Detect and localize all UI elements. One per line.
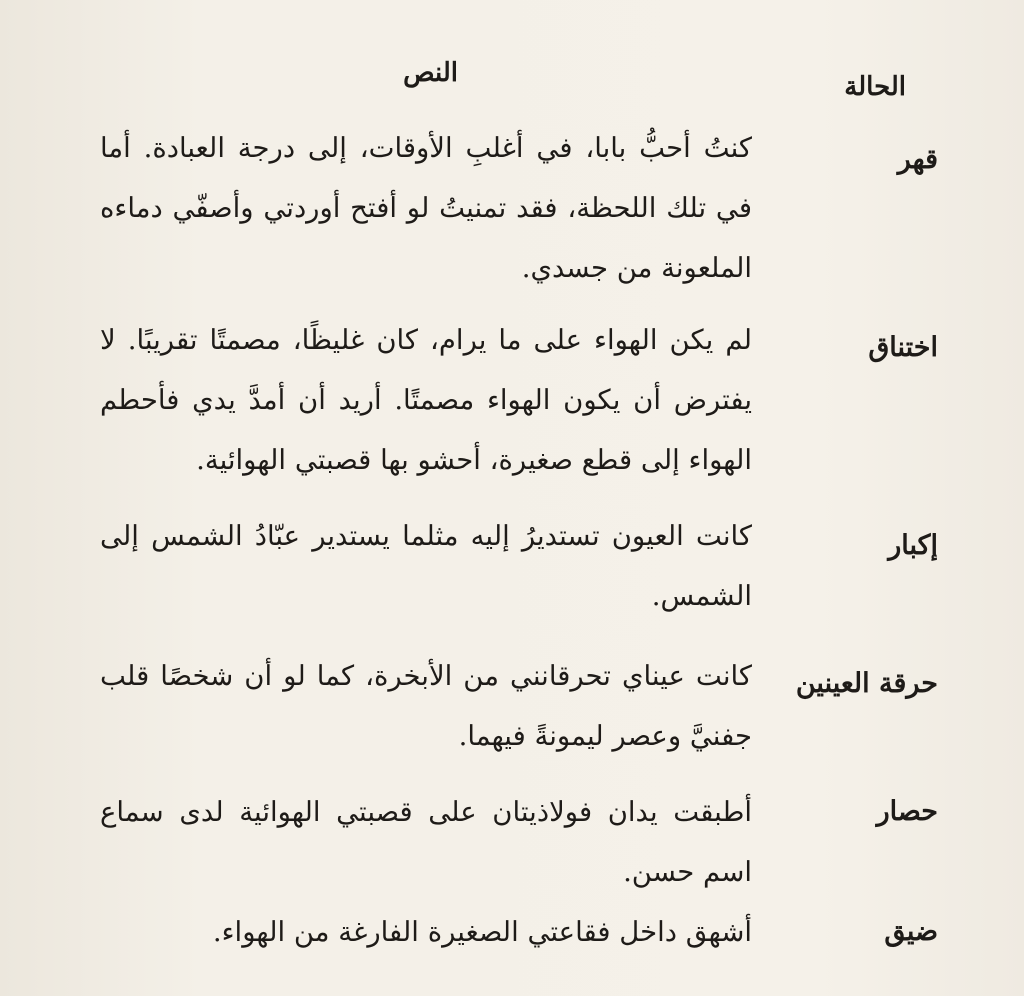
row-text: كانت عيناي تحرقانني من الأبخرة، كما لو أن شخصًا قلب جفنيَّ وعصر ليمونةً فيهما. [100, 660, 752, 752]
row-label: إكبار [888, 530, 938, 561]
row-text: كانت العيون تستديرُ إليه مثلما يستدير عبّادُ الشمس إلى الشمس. [100, 520, 752, 612]
row-text: لم يكن الهواء على ما يرام، كان غليظًا، مصمتًا تقريبًا. لا يفترض أن يكون الهواء مصمتًا. أريد أن أمدَّ يدي فأحطم الهواء إلى قطع صغيرة، أحشو بها قصبتي الهوائية. [100, 324, 752, 476]
row-label: حرقة العينين [795, 668, 938, 699]
row-label: قهر [897, 144, 938, 175]
row-label: ضيق [884, 916, 938, 947]
row-label: حصار [876, 796, 938, 827]
row-text: أطبقت يدان فولاذيتان على قصبتي الهوائية لدى سماع اسم حسن. [100, 796, 752, 888]
column-header-text: النص [403, 58, 458, 88]
row-text: أشهق داخل فقاعتي الصغيرة الفارغة من الهواء. [212, 916, 752, 948]
row-label: اختناق [868, 332, 938, 363]
row-text: كنتُ أحبُّ بابا، في أغلبِ الأوقات، إلى درجة العبادة. أما في تلك اللحظة، فقد تمنيتُ لو أفتح أوردتي وأصفّي دماءه الملعونة من جسدي. [100, 132, 752, 284]
column-header-state: الحالة [844, 72, 906, 102]
